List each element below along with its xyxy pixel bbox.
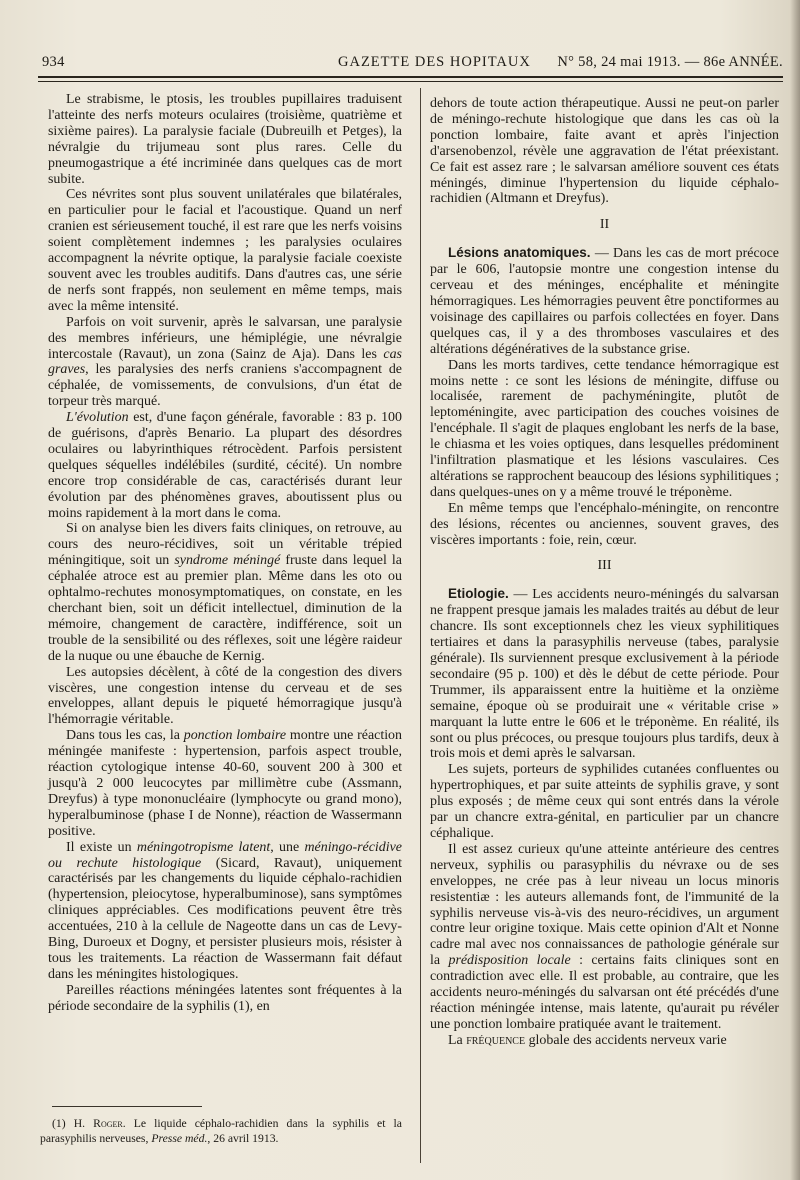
paragraph: L'évolution est, d'une façon générale, favorable : 83 p. 100 de guérisons, d'après Benario. La plupart des désordres oculaires ou labyrinthiques rétrocèdent. Parfois persistent quelques séquelles indélébiles (surdité, cécité). Un nombre encore trop considérable de cas, caractérisés durant leur évolution par des phénomènes graves, aboutissent plus ou moins rapidement à la mort dans le coma.	[48, 410, 402, 521]
paragraph: Si on analyse bien les divers faits cliniques, on retrouve, au cours des neuro-récidives, soit un véritable trépied méningitique, soit un syndrome méningé fruste dans lequel la céphalée atroce est au premier plan. Même dans les oto ou ophtalmo-rechutes monosymptomatiques, on constate, en les cherchant bien, soit un déficit intellectuel, diminution de la mémoire, changement de caractère, indifférence, soit un trouble de la sensibilité ou des réflexes, soit une légère raideur de la nuque ou une ébauche de Kernig.	[48, 521, 402, 664]
right-column	[430, 96, 779, 1049]
paragraph: La fréquence globale des accidents nerveux varie	[448, 1032, 727, 1048]
paragraph: Ces névrites sont plus souvent unilatérales que bilatérales, en particulier pour le facial et l'acoustique. Quand un nerf cranien est sérieusement touché, il est rare que les nerfs voisins soient complètement indemnes ; les paralysies oculaires accompagnent la névrite optique, la paralysie faciale coexiste souvent avec les troubles auditifs. Dans d'autres cas, une série de nerfs sont frappés, non seulement en même temps, mais avec la même intensité.	[48, 187, 402, 314]
journal-title: GAZETTE DES HOPITAUX	[338, 54, 531, 70]
section-number: III	[597, 558, 612, 574]
section-number: II	[599, 217, 610, 233]
paragraph: dehors de toute action thérapeutique. Aussi ne peut-on parler de méningo-rechute histologique que dans les cas où la ponction lombaire, faite avant et après l'injection d'arsenobenzol, révèle une aggravation de l'état préexistant. Ce fait est assez rare ; le salvarsan améliore souvent ces états méningés, diminue l'hypertension du liquide céphalo-rachidien (Altmann et Dreyfus).	[430, 96, 779, 207]
section-heading: Lésions anatomiques.	[448, 245, 591, 261]
paragraph: Le strabisme, le ptosis, les troubles pupillaires traduisent l'atteinte des nerfs moteurs oculaires (troisième, quatrième et sixième paires). La paralysie faciale (Dubreuilh et Petges), la névralgie du trijumeau sont plus rares. Celle du pneumogastrique a été incriminée dans quelques cas de mort subite.	[48, 92, 402, 187]
paragraph: Parfois on voit survenir, après le salvarsan, une paralysie des membres inférieurs, une hémiplégie, une névralgie intercostale (Ravaut), un zona (Sainz de Aja). Dans les cas graves, les paralysies des nerfs craniens s'accompagnent de céphalée, de vomissements, de convulsions, d'un état de torpeur très marqué.	[48, 314, 402, 410]
paragraph: Dans les morts tardives, cette tendance hémorragique est moins nette : ce sont les lésions de méningite, diffuse ou localisée, rarement de pachyméningite, plutôt de leptoméningite, avec participation des couches voisines de l'encéphale. Il s'agit de plaques englobant les nerfs de la base, le chiasma et les voies optiques, dans lesquelles prédominent l'infiltration plasmatique et les lésions vasculaires. Ces altérations se rapprochent beaucoup des lésions syphilitiques ; dans quelques-unes on y a même trouvé le tréponème.	[430, 357, 779, 500]
paragraph: Etiologie. — Les accidents neuro-méningés du salvarsan ne frappent presque jamais les malades traités au début de leur chancre. Ils sont exceptionnels chez les vieux syphilitiques tertiaires et dans la parasyphilis nerveuse (tabes, paralysie générale). Ils surviennent presque exclusivement à la période secondaire (95 p. 100) et dès le début de cette période. Pour Trummer, ils apparaissent entre la huitième et la onzième semaine, époque où se produirait une « véritable crise » marquant la lutte entre le 606 et le tréponème. En réalité, ils sont ou plus précoces, ou presque toujours plus tardifs, deux à trois mois et demi après le salvarsan.	[430, 586, 779, 762]
paragraph: Il existe un méningotropisme latent, une méningo-récidive ou rechute histologique (Sicard, Ravaut), uniquement caractérisés par les changements du liquide céphalo-rachidien (hypertension, pleiocytose, hyperalbuminose), sans symptômes cliniques appréciables. Ces modifications peuvent être très accentuées, 210 à la cellule de Nageotte dans un cas de Levy-Bing, Duroeux et Dogny, et persister plusieurs mois, résister à tous les traitements. La réaction de Wassermann fait défaut dans les méningites histologiques.	[48, 839, 402, 982]
paragraph: Les autopsies décèlent, à côté de la congestion des divers viscères, une congestion intense du cerveau et de ses enveloppes, allant depuis le piqueté hémorragique jusqu'à l'hémorragie véritable.	[48, 664, 402, 728]
left-column	[48, 92, 402, 1015]
footnote-rule	[52, 1106, 202, 1107]
section-heading: Etiologie.	[448, 586, 509, 602]
page-number: 934	[42, 54, 65, 70]
footnote: (1) H. Roger. Le liquide céphalo-rachidien dans la syphilis et la parasyphilis nerveuses, Presse méd., 26 avril 1913.	[40, 1117, 402, 1145]
issue-info: N° 58, 24 mai 1913. — 86e ANNÉE.	[557, 54, 783, 70]
page-header	[38, 54, 783, 76]
paragraph: Les sujets, porteurs de syphilides cutanées confluentes ou hypertrophiques, et par suite atteints de syphilis grave, y sont plus exposés ; de même ceux qui sont entrés dans la vérole par un chancre extra-génital, en particulier par un chancre céphalique.	[430, 762, 779, 841]
paragraph: Dans tous les cas, la ponction lombaire montre une réaction méningée manifeste : hypertension, parfois aspect trouble, réaction cytologique intense 40-60, souvent 200 à 300 et jusqu'à 2 000 leucocytes par millimètre cube (Assmann, Dreyfus) à type mononucléaire (lymphocyte ou grand mono), hyperalbuminose (phase I de Nonne), réaction de Wassermann positive.	[48, 728, 402, 839]
paragraph: En même temps que l'encéphalo-méningite, on rencontre des lésions, récentes ou anciennes, souvent graves, des viscères importants : foie, rein, cœur.	[430, 500, 779, 548]
paragraph: Lésions anatomiques. — Dans les cas de mort précoce par le 606, l'autopsie montre une congestion intense du cerveau et des méninges, encéphalite et méningite hémorragiques. Les hémorragies peuvent être ponctiformes au voisinage des capillaires ou parfois collectées en foyer. Dans quelques cas, il y a des thromboses vasculaires et des altérations dégénératives de la substance grise.	[430, 245, 779, 357]
header-rule-thin	[38, 81, 783, 82]
column-divider	[420, 88, 421, 1163]
header-rule	[38, 76, 783, 78]
paragraph: Pareilles réactions méningées latentes sont fréquentes à la période secondaire de la syphilis (1), en	[48, 982, 402, 1014]
paragraph: Il est assez curieux qu'une atteinte antérieure des centres nerveux, syphilis ou parasyphilis du névraxe ou de ses enveloppes, ne crée pas à leur niveau un locus minoris resistentiæ : les auteurs allemands font, de l'immunité de la syphilis nerveuse vis-à-vis des neuro-récidives, un argument contre leur origine toxique. Mais cette opinion d'Alt et Nonne cadre mal avec nos connaissances de pathologie générale sur la prédisposition locale : certains faits cliniques sont en contradiction avec elle. Il est probable, au contraire, que les accidents neuro-méningés du salvarsan ont été précédés d'une réaction méningée intense, mais latente, qu'aurait pu révéler une ponction lombaire pratiquée avant le traitement.	[430, 841, 779, 1032]
